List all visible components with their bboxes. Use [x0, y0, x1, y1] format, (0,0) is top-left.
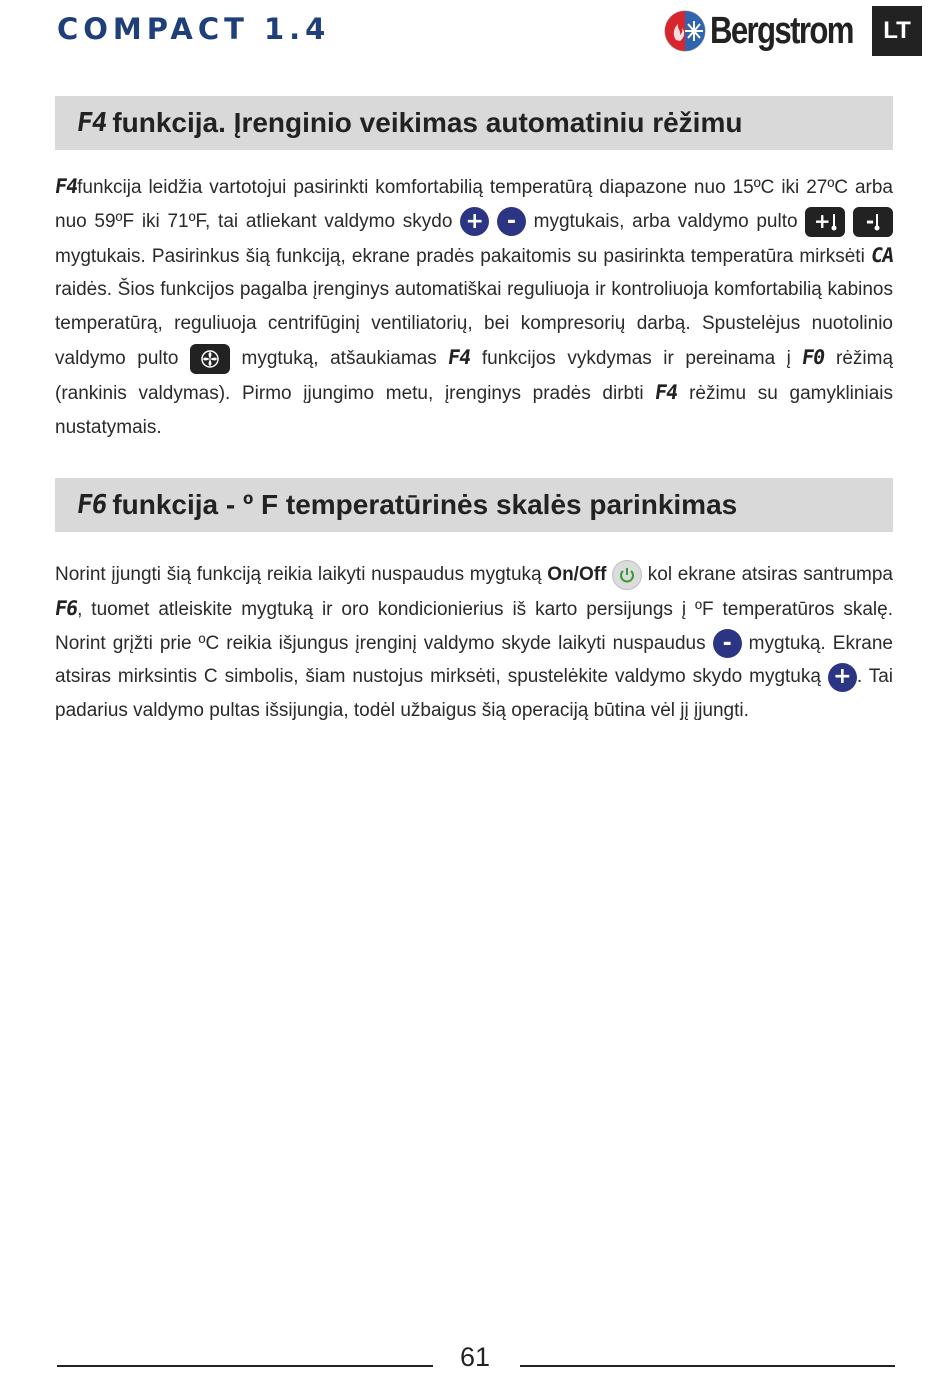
- remote-plus-icon: +: [805, 207, 845, 237]
- section-title: funkcija. Įrenginio veikimas automatiniu rėžimu: [112, 107, 743, 138]
- remote-minus-icon: -: [853, 207, 893, 237]
- function-code-inline: F4: [446, 344, 473, 369]
- minus-button-icon: -: [497, 207, 526, 236]
- function-code-inline: F4: [653, 379, 680, 404]
- section-heading-f4: [55, 96, 893, 150]
- text-segment: rėžimu su gamykliniais nustatymais.: [55, 382, 893, 438]
- page-number: 61: [459, 1342, 491, 1372]
- text-segment: raidės. Šios funkcijos pagalba įrenginys automatiškai reguliuoja ir kontroliuoja komfortabilią kabinos temperatūrą, reguliuoja centrifūginį ventiliatorių, bei kompresorių darbą. Spustelėjus nuotolinio valdymo pulto: [55, 279, 893, 369]
- fan-icon: [190, 344, 230, 374]
- text-segment: mygtuką, atšaukiamas: [229, 347, 449, 369]
- language-badge: LT: [872, 6, 922, 56]
- section-heading-f6: [55, 478, 893, 532]
- bergstrom-logo-icon: [664, 10, 706, 52]
- text-segment: . Tai padarius valdymo pultas išsijungia, todėl užbaigus šią operaciją būtina vėl jį įjungti.: [55, 666, 893, 722]
- function-code: F6: [74, 490, 109, 520]
- on-off-label: On/Off: [547, 564, 607, 585]
- document-title: COMPACT 1.4: [57, 12, 331, 46]
- section-title: funkcija - º F temperatūrinės skalės parinkimas: [112, 489, 738, 520]
- function-code-inline: F4: [53, 174, 79, 198]
- section-f4-paragraph: [55, 170, 893, 444]
- text-segment: Norint įjungti šią funkciją reikia laikyti nuspaudus mygtuką: [55, 564, 548, 585]
- thermometer-icon: [831, 213, 837, 231]
- thermometer-icon: [874, 213, 880, 231]
- text-segment: kol ekrane atsiras santrumpa: [642, 564, 894, 585]
- ca-display-code: CA: [869, 242, 895, 267]
- f0-display-code: F0: [800, 344, 827, 369]
- function-code-inline: F6: [53, 595, 79, 620]
- text-segment: , tuomet atleiskite mygtuką ir oro kondicionierius iš karto persijungs į ºF temperatūros skalę. Norint grįžti prie ºC reikia išjungus įrenginį valdymo skyde laikyti nuspaudus: [55, 598, 893, 654]
- text-segment: mygtuką. Ekrane atsiras mirksintis C simbolis, šiam nustojus mirksėti, spustelėkite valdymo skydo mygtuką: [55, 632, 893, 688]
- power-icon: [612, 560, 642, 590]
- brand-name: Bergstrom: [710, 9, 853, 52]
- section-f6-paragraph: [55, 558, 893, 728]
- plus-button-icon: +: [460, 207, 489, 236]
- text-segment: rėžimą (rankinis valdymas). Pirmo įjungimo metu, įrenginys pradės dirbti: [55, 347, 894, 404]
- function-code: F4: [74, 108, 109, 138]
- brand-logo: [664, 8, 884, 54]
- text-segment: funkcija leidžia vartotojui pasirinkti komfortabilią temperatūrą diapazone nuo 15ºC iki 27ºC arba nuo 59ºF iki 71ºF, tai atliekant valdymo skydo: [55, 177, 893, 232]
- minus-button-icon: -: [713, 629, 742, 658]
- text-segment: funkcijos vykdymas ir pereinama į: [470, 347, 803, 369]
- text-segment: mygtukais. Pasirinkus šią funkciją, ekrane pradės pakaitomis su pasirinkta temperatūra mirksėti: [55, 245, 871, 267]
- plus-button-icon: +: [828, 663, 857, 692]
- text-segment: mygtukais, arba valdymo pulto: [525, 210, 806, 232]
